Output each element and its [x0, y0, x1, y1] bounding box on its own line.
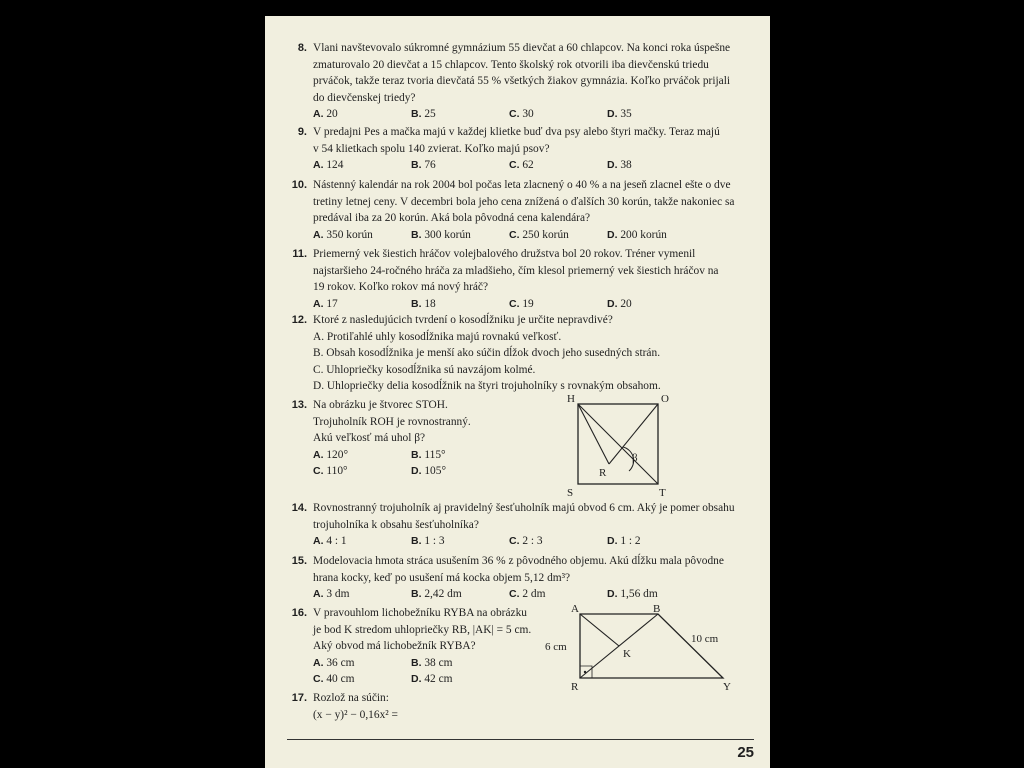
segment-ak — [580, 614, 619, 646]
label-b: B — [653, 603, 661, 615]
problem-number: 15. — [291, 555, 307, 567]
problem-number: 10. — [291, 179, 307, 191]
trapezoid-ryba — [580, 614, 723, 678]
label-r: R — [571, 681, 579, 692]
statement-a: A. Protiľahlé uhly kosodĺžnika majú rovnakú veľkosť. — [313, 330, 562, 343]
option-letter: C. — [509, 588, 520, 600]
answer-options — [313, 533, 747, 549]
option-letter: A. — [313, 159, 324, 171]
option-value: 30 — [522, 108, 534, 120]
option-value: 124 — [326, 159, 344, 171]
diagonal-ht — [578, 404, 658, 484]
problem-line: Ktoré z nasledujúcich tvrdení o kosodĺžniku je určite nepravdivé? — [313, 314, 613, 326]
problem-line: Akú veľkosť má uhol β? — [313, 432, 426, 444]
option-letter: B. — [411, 448, 422, 461]
option-letter: D. — [607, 297, 618, 310]
option-letter: A. — [313, 108, 324, 120]
label-r: R — [599, 467, 607, 479]
trapezoid-ryba-figure — [543, 602, 743, 692]
option-letter: A. — [313, 297, 324, 310]
option-letter: C. — [313, 464, 324, 477]
option-value: 110° — [326, 464, 348, 477]
problem-number: 16. — [291, 607, 307, 619]
option-letter: C. — [509, 228, 520, 241]
option-letter: C. — [509, 159, 520, 171]
label-s: S — [567, 487, 574, 499]
problem-line: Nástenný kalendár na rok 2004 bol počas leta zlacnený o 40 % a na jeseň zlacnel ešte o dve — [313, 179, 731, 191]
option-letter: C. — [509, 535, 520, 547]
problem-line: je bod K stredom uhlopriečky RB, |AK| = 5 cm. — [313, 623, 532, 636]
option-letter: A. — [313, 588, 324, 600]
option-letter: C. — [313, 672, 324, 685]
answer-options — [313, 447, 567, 463]
problem-line: trojuholníka k obsahu šesťuholníka? — [313, 518, 479, 531]
option-value: 4 : 1 — [326, 535, 347, 547]
label-side-ar: 6 cm — [545, 641, 567, 653]
option-letter: B. — [411, 588, 422, 600]
option-letter: D. — [607, 535, 618, 547]
problem-15 — [287, 553, 747, 602]
problem-number: 14. — [291, 502, 307, 514]
option-letter: D. — [607, 159, 618, 171]
problem-line: Vlani navštevovalo súkromné gymnázium 55 dievčat a 60 chlapcov. Na konci roka úspešne — [313, 42, 731, 54]
problem-line: Aký obvod má lichobežník RYBA? — [313, 640, 476, 652]
option-value: 18 — [424, 297, 436, 310]
problem-16 — [287, 605, 557, 687]
problem-number: 8. — [297, 42, 307, 54]
option-value: 115° — [424, 448, 446, 461]
option-value: 120° — [326, 448, 349, 461]
option-letter: B. — [411, 108, 422, 120]
statement-c: C. Uhlopriečky kosodĺžnika sú navzájom kolmé. — [313, 363, 536, 376]
option-letter: A. — [313, 228, 324, 241]
problem-number: 13. — [291, 399, 307, 411]
label-side-by: 10 cm — [691, 633, 719, 645]
statement-d: D. Uhlopriečky delia kosodĺžnik na štyri trojuholníky s rovnakým obsahom. — [313, 380, 661, 392]
segment-hr — [578, 404, 609, 464]
label-o: O — [661, 393, 669, 405]
expression: (x − y)² − 0,16x² = — [313, 708, 398, 721]
problem-line: Modelovacia hmota stráca usušením 36 % z pôvodného objemu. Akú dĺžku mala pôvodne — [313, 555, 724, 567]
answer-options — [313, 106, 747, 122]
problem-number: 12. — [291, 314, 307, 326]
option-value: 76 — [424, 159, 436, 171]
option-letter: C. — [509, 297, 520, 310]
problem-13 — [287, 397, 567, 479]
page-number: 25 — [737, 744, 754, 761]
problem-line: predával iba za 20 korún. Aká bola pôvodná cena kalendára? — [313, 212, 591, 224]
problem-line: V predajni Pes a mačka majú v každej klietke buď dva psy alebo štyri mačky. Teraz majú — [313, 126, 720, 138]
textbook-page — [265, 16, 770, 768]
label-beta: β — [632, 452, 638, 464]
problem-line: tretiny letnej ceny. V decembri bola jeho cena znížená o ďalších 30 korún, takže nakoniec sa — [313, 195, 735, 208]
option-value: 2,42 dm — [424, 588, 462, 600]
problem-10 — [287, 177, 747, 243]
problem-line: hrana kocky, keď po usušení má kocka objem 5,12 dm³? — [313, 571, 571, 584]
answer-options — [313, 296, 747, 312]
problem-line: Priemerný vek šiestich hráčov volejbalového družstva bol 20 rokov. Tréner vymenil — [313, 248, 696, 260]
option-value: 19 — [522, 297, 534, 310]
option-value: 40 cm — [326, 672, 355, 685]
problem-14 — [287, 500, 747, 549]
option-value: 17 — [326, 297, 338, 310]
label-a: A — [571, 603, 579, 615]
statement-b: B. Obsah kosodĺžnika je menší ako súčin dĺžok dvoch jeho susedných strán. — [313, 347, 661, 359]
problem-line: Rovnostranný trojuholník aj pravidelný šesťuholník majú obvod 6 cm. Aký je pomer obsahu — [313, 502, 735, 514]
option-letter: D. — [607, 108, 618, 120]
problem-line: Trojuholník ROH je rovnostranný. — [313, 415, 471, 428]
option-value: 300 korún — [424, 228, 471, 241]
problem-line: V pravouhlom lichobežníku RYBA na obrázku — [313, 607, 527, 619]
problem-line: do dievčenskej triedy? — [313, 91, 416, 104]
option-letter: B. — [411, 297, 422, 310]
problem-line: Rozlož na súčin: — [313, 692, 389, 704]
problem-line: zmaturovalo 20 dievčat a 15 chlapcov. Tento školský rok otvorili iba dievčenskú triedu — [313, 58, 709, 71]
problem-line: najstaršieho 24-ročného hráča za mladšieho, čím klesol priemerný vek šiestich hráčov na — [313, 264, 719, 277]
option-letter: B. — [411, 228, 422, 241]
option-value: 20 — [620, 297, 632, 310]
answer-options — [313, 157, 747, 173]
option-letter: C. — [509, 108, 520, 120]
label-y: Y — [723, 681, 731, 692]
option-letter: D. — [411, 464, 422, 477]
option-letter: B. — [411, 159, 422, 171]
option-value: 105° — [424, 464, 447, 477]
option-letter: A. — [313, 535, 324, 547]
answer-options — [313, 671, 557, 687]
problem-17 — [287, 690, 747, 723]
problem-number: 9. — [297, 126, 307, 138]
option-value: 1,56 dm — [620, 588, 658, 600]
problem-line: prváčok, takže teraz tvoria dievčatá 55 % všetkých žiakov gymnázia. Koľko prváčok prijali — [313, 75, 731, 87]
footer-rule — [287, 739, 754, 740]
label-h: H — [567, 393, 575, 405]
problem-number: 11. — [292, 248, 307, 260]
problem-number: 17. — [291, 692, 307, 704]
option-letter: B. — [411, 656, 422, 669]
option-value: 1 : 2 — [620, 535, 641, 547]
answer-options — [313, 586, 747, 602]
problem-line: 19 rokov. Koľko rokov má nový hráč? — [313, 281, 489, 293]
option-value: 2 dm — [522, 588, 546, 600]
option-letter: D. — [607, 228, 618, 241]
option-value: 38 — [620, 159, 632, 171]
problem-line: Na obrázku je štvorec STOH. — [313, 399, 448, 411]
square-stoh-figure — [563, 392, 673, 500]
option-value: 200 korún — [620, 228, 667, 241]
option-letter: D. — [411, 672, 422, 685]
option-value: 3 dm — [326, 588, 350, 600]
option-value: 62 — [522, 159, 534, 171]
option-value: 25 — [424, 108, 436, 120]
right-angle-dot — [584, 671, 586, 673]
option-value: 350 korún — [326, 228, 373, 241]
problem-9 — [287, 124, 747, 173]
option-value: 36 cm — [326, 656, 355, 669]
option-value: 38 cm — [424, 656, 453, 669]
option-value: 2 : 3 — [522, 535, 543, 547]
option-value: 42 cm — [424, 672, 453, 685]
option-value: 20 — [326, 108, 338, 120]
problem-11 — [287, 246, 747, 312]
option-letter: A. — [313, 656, 324, 669]
problem-12 — [287, 312, 747, 395]
option-value: 250 korún — [522, 228, 569, 241]
option-letter: A. — [313, 448, 324, 461]
answer-options — [313, 227, 747, 243]
option-letter: D. — [607, 588, 618, 600]
option-value: 1 : 3 — [424, 535, 445, 547]
option-value: 35 — [620, 108, 632, 120]
problem-line: v 54 klietkach spolu 140 zvierat. Koľko majú psov? — [313, 142, 550, 155]
answer-options — [313, 463, 567, 479]
problem-8 — [287, 40, 747, 122]
answer-options — [313, 655, 557, 671]
label-t: T — [659, 487, 666, 499]
label-k: K — [623, 648, 631, 660]
option-letter: B. — [411, 535, 422, 547]
